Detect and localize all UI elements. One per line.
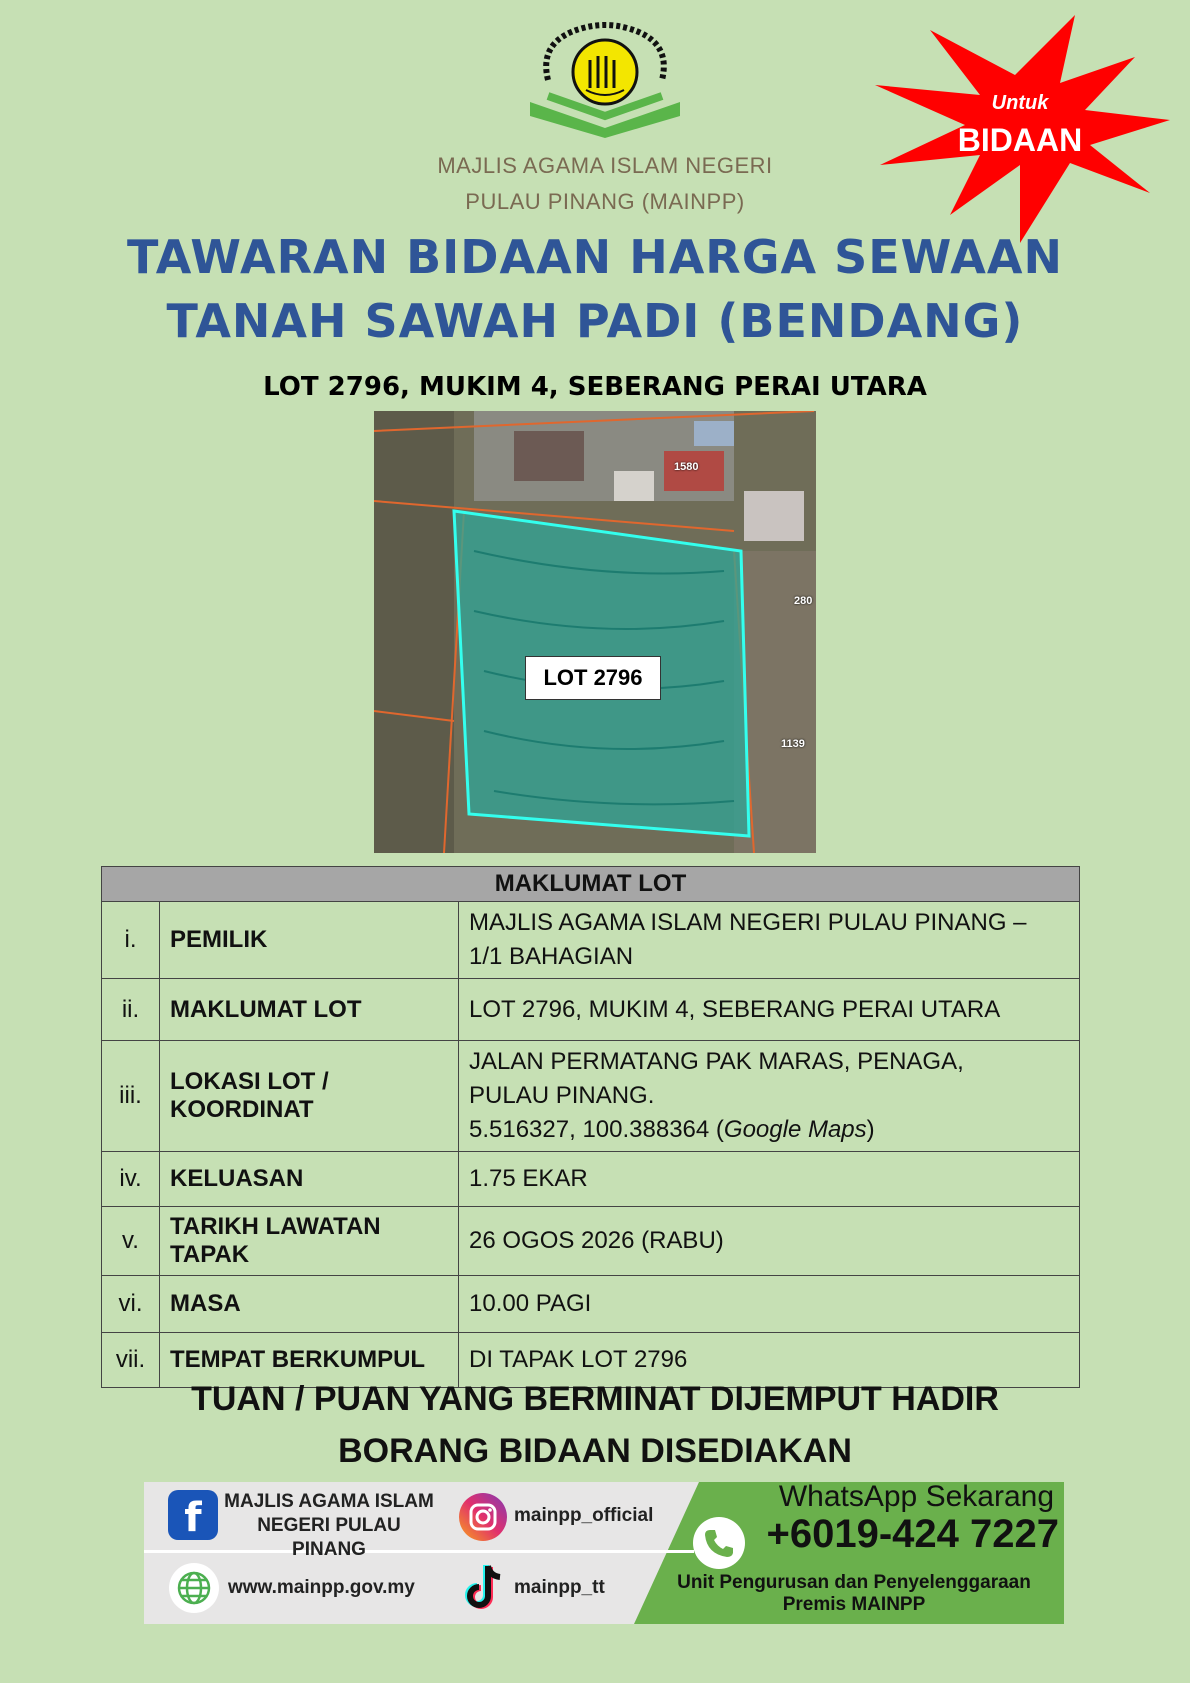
row-value: DI TAPAK LOT 2796	[459, 1333, 1080, 1388]
invite-line-2: BORANG BIDAAN DISEDIAKAN	[338, 1432, 852, 1470]
unit-line-1: Unit Pengurusan dan Penyelenggaraan	[677, 1572, 1031, 1593]
plot-number: 1139	[781, 738, 805, 750]
row-key: TEMPAT BERKUMPUL	[160, 1333, 459, 1388]
google-maps-text: Google Maps	[723, 1116, 867, 1143]
plot-number: 1580	[674, 461, 699, 473]
row-number: i.	[102, 902, 160, 979]
badge-small-text: Untuk	[991, 92, 1049, 114]
table-header-row	[102, 867, 1080, 902]
table-row	[102, 1041, 1080, 1152]
whatsapp-title: WhatsApp Sekarang	[778, 1482, 1054, 1513]
row-key: MAKLUMAT LOT	[160, 979, 459, 1041]
row-number: vi.	[102, 1276, 160, 1333]
row-number: iv.	[102, 1152, 160, 1207]
satellite-map	[374, 411, 816, 853]
whatsapp-number[interactable]: +6019-424 7227	[766, 1512, 1059, 1556]
unit-name	[649, 1572, 1059, 1616]
row-number: iii.	[102, 1041, 160, 1152]
facebook-link[interactable]	[224, 1490, 434, 1562]
row-number: v.	[102, 1207, 160, 1276]
row-key	[160, 1041, 459, 1152]
plot-number: 280	[794, 595, 813, 607]
row-value: 26 OGOS 2026 (RABU)	[459, 1207, 1080, 1276]
tiktok-handle[interactable]: mainpp_tt	[514, 1577, 605, 1598]
contact-footer	[144, 1482, 1064, 1624]
mainpp-logo	[528, 20, 682, 138]
lot-info-table	[101, 866, 1080, 1388]
website-link[interactable]: www.mainpp.gov.my	[228, 1577, 415, 1598]
value-line: 1/1 BAHAGIAN	[469, 943, 634, 970]
key-line: TARIKH LAWATAN	[170, 1213, 381, 1240]
table-row	[102, 1152, 1080, 1207]
key-line: TAPAK	[170, 1241, 250, 1268]
badge-big-text: BIDAAN	[957, 122, 1083, 158]
row-value: LOT 2796, MUKIM 4, SEBERANG PERAI UTARA	[459, 979, 1080, 1041]
main-title-line-1: TAWARAN BIDAAN HARGA SEWAAN	[126, 230, 1064, 284]
row-value: 1.75 EKAR	[459, 1152, 1080, 1207]
row-key: PEMILIK	[160, 902, 459, 979]
coordinate-close: )	[866, 1116, 875, 1143]
facebook-line-1: MAJLIS AGAMA ISLAM	[224, 1491, 434, 1512]
org-line-1: MAJLIS AGAMA ISLAM NEGERI	[437, 153, 773, 178]
value-line: JALAN PERMATANG PAK MARAS, PENAGA,	[469, 1048, 964, 1075]
key-line: LOKASI LOT /	[170, 1068, 329, 1095]
table-row	[102, 979, 1080, 1041]
row-key: MASA	[160, 1276, 459, 1333]
row-value: 10.00 PAGI	[459, 1276, 1080, 1333]
row-key: KELUASAN	[160, 1152, 459, 1207]
row-number: ii.	[102, 979, 160, 1041]
instagram-icon[interactable]	[458, 1492, 508, 1542]
invite-line-1: TUAN / PUAN YANG BERMINAT DIJEMPUT HADIR	[191, 1380, 999, 1418]
globe-icon[interactable]	[168, 1562, 220, 1614]
table-row	[102, 902, 1080, 979]
value-line: MAJLIS AGAMA ISLAM NEGERI PULAU PINANG –	[469, 909, 1027, 936]
row-number: vii.	[102, 1333, 160, 1388]
organization-name	[380, 148, 830, 220]
coordinate-line	[469, 1113, 1069, 1147]
instagram-handle[interactable]: mainpp_official	[514, 1505, 654, 1526]
table-row	[102, 1207, 1080, 1276]
main-title-line-2: TANAH SAWAH PADI (BENDANG)	[166, 294, 1024, 348]
lot-label: LOT 2796	[525, 656, 661, 700]
coordinates: 5.516327, 100.388364 (	[469, 1116, 724, 1143]
row-value	[459, 902, 1080, 979]
value-line: PULAU PINANG.	[469, 1082, 655, 1109]
org-line-2: PULAU PINANG (MAINPP)	[465, 189, 745, 214]
row-value	[459, 1041, 1080, 1152]
phone-icon[interactable]	[692, 1516, 746, 1570]
table-heading: MAKLUMAT LOT	[102, 867, 1080, 902]
tiktok-icon[interactable]	[464, 1562, 508, 1614]
table-row	[102, 1276, 1080, 1333]
map-image	[374, 411, 816, 853]
facebook-line-2: NEGERI PULAU PINANG	[257, 1515, 401, 1560]
key-line: KOORDINAT	[170, 1096, 314, 1123]
unit-line-2: Premis MAINPP	[782, 1594, 926, 1615]
row-key	[160, 1207, 459, 1276]
lot-subtitle: LOT 2796, MUKIM 4, SEBERANG PERAI UTARA	[263, 372, 927, 402]
facebook-icon[interactable]: f	[168, 1490, 218, 1540]
